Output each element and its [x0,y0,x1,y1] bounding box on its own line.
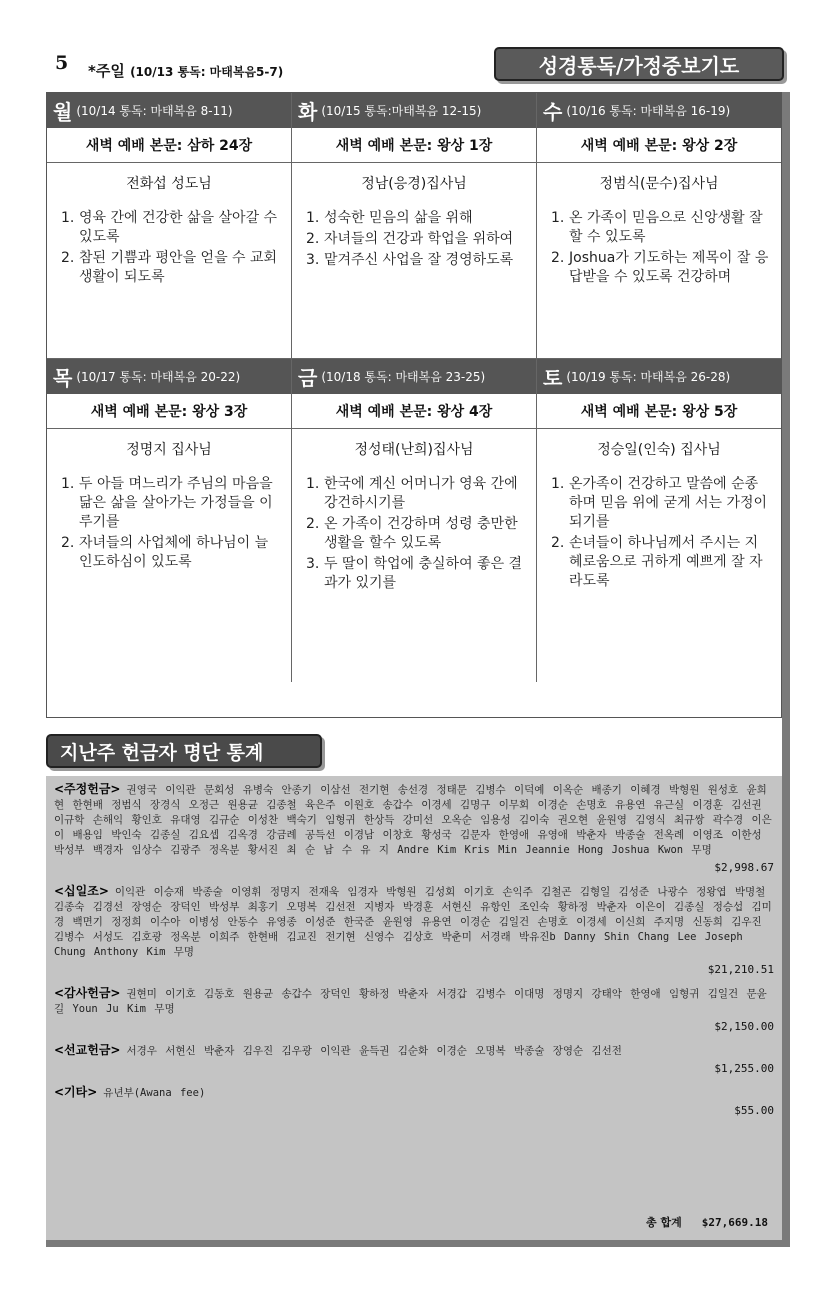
offering-title: 지난주 헌금자 명단 통계 [46,734,322,768]
item-text: 온 가족이 건강하며 성령 충만한 생활을 할수 있도록 [324,516,518,551]
category-amount: $2,150.00 [714,1020,774,1033]
prayer-body [537,163,781,358]
item-text: 온가족이 건강하고 말씀에 순종하며 믿음 위에 굳게 서는 가정이 되기를 [569,476,768,530]
day-label: 목 [53,366,73,390]
day-header [47,359,291,394]
item-number: 1. [61,210,75,226]
offering-category [54,986,774,1033]
prayer-item [306,209,524,228]
prayer-row [47,358,781,682]
item-text: Joshua가 기도하는 제목이 잘 응답받을 수 있도록 건강하며 [569,250,769,285]
sermon-text: 새벽 예배 본문: 왕상 5장 [537,394,781,429]
prayer-item [306,475,524,513]
item-text: 참된 기쁨과 평안을 얻을 수 교회 생활이 되도록 [79,250,278,285]
item-text: 영육 간에 건강한 삶을 살아갈 수 있도록 [79,210,278,245]
category-label: <십일조> [54,884,109,898]
day-reading: (10/18 통독: 마태복음 23-25) [321,370,486,384]
donor-list: 서경우 서현신 박춘자 김우진 김우광 이익관 윤득권 김순화 이경순 오명복 박종술 장영순 김선전 [126,1045,622,1057]
frame-shadow [46,1240,790,1247]
day-header [292,359,536,394]
item-number: 1. [61,476,75,492]
prayer-item [61,249,279,287]
prayer-body [47,429,291,682]
day-label: 화 [298,100,318,124]
grand-total-label: 총 합계 [646,1216,682,1229]
prayer-item [306,251,524,270]
sermon-text: 새벽 예배 본문: 왕상 3장 [47,394,291,429]
item-number: 3. [306,252,320,268]
offering-category [54,1043,774,1075]
day-label: 토 [543,366,563,390]
item-text: 손녀들이 하나님께서 주시는 지혜로움으로 귀하게 예쁘게 잘 자라도록 [569,535,763,589]
day-header [47,93,291,128]
offering-names [54,782,774,858]
prayer-row [47,93,781,358]
day-label: 수 [543,100,563,124]
item-text: 두 딸이 학업에 충실하여 좋은 결과가 있기를 [324,556,523,591]
offering-names [54,986,774,1017]
prayer-person: 정명지 집사님 [126,442,212,458]
sermon-text: 새벽 예배 본문: 삼하 24장 [47,128,291,163]
item-number: 1. [551,210,565,226]
prayer-item [61,475,279,532]
prayer-person: 정범식(문수)집사님 [599,176,719,192]
day-cell-sat [537,359,781,682]
offering-category [54,1085,774,1117]
section-title: 성경통독/가정중보기도 [494,47,784,81]
sermon-text: 새벽 예배 본문: 왕상 1장 [292,128,536,163]
item-text: 자녀들의 건강과 학업을 위하여 [324,231,514,247]
prayer-body [47,163,291,358]
day-cell-mon [47,93,292,358]
grand-total [646,1214,768,1230]
prayer-item [551,534,769,591]
day-reading: (10/19 통독: 마태복음 26-28) [566,370,731,384]
offering-names [54,1085,774,1101]
item-number: 2. [61,535,75,551]
day-cell-thu [47,359,292,682]
sunday-label: *주일 [88,62,125,80]
category-amount: $1,255.00 [714,1062,774,1075]
prayer-item [551,475,769,532]
sunday-reading [88,60,283,81]
prayer-list [537,209,781,287]
day-reading: (10/15 통독:마태복음 12-15) [321,104,482,118]
day-label: 월 [53,100,73,124]
frame-shadow [782,92,790,1242]
item-text: 온 가족이 믿음으로 신앙생활 잘 할 수 있도록 [569,210,763,245]
item-number: 2. [551,535,565,551]
day-label: 금 [298,366,318,390]
item-text: 맡겨주신 사업을 잘 경영하도록 [324,252,514,268]
prayer-item [551,209,769,247]
day-cell-wed [537,93,781,358]
prayer-item [551,249,769,287]
item-number: 3. [306,556,320,572]
sermon-text: 새벽 예배 본문: 왕상 2장 [537,128,781,163]
day-cell-fri [292,359,537,682]
offering-category [54,884,774,976]
prayer-person: 정남(응경)집사님 [361,176,467,192]
sermon-text: 새벽 예배 본문: 왕상 4장 [292,394,536,429]
item-text: 두 아들 며느리가 주님의 마음을 닮은 삶을 살아가는 가정들을 이루기를 [79,476,273,530]
item-text: 자녀들의 사업체에 하나님이 늘 인도하심이 있도록 [79,535,269,570]
prayer-list [537,475,781,591]
category-label: <주정헌금> [54,782,121,796]
donor-list: 권영국 이익관 문회성 유병숙 안종기 이삼선 전기현 송선경 정태문 김병수 이덕예 이옥순 배종기 이혜경 박형원 원성호 윤희현 한현배 정범식 장경식 오정근 원용균 김종철 육은주 이원호 송갑수 이경세 김명구 이무회 이경순 손명호 유용연 유근실 이경훈 김선권 이규학 손해익 황인호 유대영 김규순 이성찬 백숙기 임형귀 한상득 강미선 오옥순 임용성 김이숙 권오현 윤원영 김영식 최규쌍 곽수경 이은이 배용임 박인숙 김종실 김요셉 김옥경 강금례 공득선 이경남 이창호 황성국 김문자 한영애 유영애 박춘자 박종술 전옥례 이영조 이한성 박성부 백경자 임상수 김광주 정옥분 황서진 최 순 남 수 유 지 Andre Kim Kris Min Jeannie Hong Joshua Kwon 무명 [54,784,772,856]
item-number: 2. [306,231,320,247]
item-number: 1. [306,476,320,492]
day-cell-tue [292,93,537,358]
donor-list: 권현미 이기호 김동호 원용균 송갑수 장덕인 황하정 박춘자 서경갑 김병수 이대명 정명지 강태악 한영애 임형귀 김일건 문윤길 Youn Ju Kim 무명 [54,988,767,1015]
prayer-item [61,534,279,572]
category-amount: $55.00 [734,1104,774,1117]
day-reading: (10/16 통독: 마태복음 16-19) [566,104,731,118]
prayer-item [61,209,279,247]
day-header [537,93,781,128]
offering-names [54,1043,774,1059]
day-header [537,359,781,394]
prayer-list [47,475,291,572]
prayer-person: 전화섭 성도님 [126,176,212,192]
item-number: 1. [551,476,565,492]
donor-list: 이익관 이승재 박종술 이영휘 정명지 전재욱 임경자 박형원 김성회 이기호 손익주 김철곤 김형일 김성준 나광수 정왕엽 박명철 김종숙 김경선 장영순 장덕인 박성부 최홍기 오명복 김선전 지병자 박경훈 서현신 유항인 조인숙 황하정 박춘자 이은이 김종실 정승섭 김미경 백면기 정정희 이수아 이병성 안동수 유영종 이성준 한국준 윤원영 유용연 이경순 김일건 손명호 이경세 이신희 주지명 신동희 김우진 김병수 서성도 김호광 정옥분 이희주 한현배 김교진 전기현 신영수 김상호 박춘미 서경래 박유진b Danny Shin Chang Lee Joseph Chung Anthony Kim 무명 [54,886,772,958]
item-text: 한국에 계신 어머니가 영육 간에 강건하시기를 [324,476,518,511]
day-reading: (10/14 통독: 마태복음 8-11) [76,104,233,118]
page-number: 5 [55,52,69,74]
category-amount: $2,998.67 [714,861,774,874]
category-label: <선교헌금> [54,1043,121,1057]
item-number: 1. [306,210,320,226]
prayer-item [306,555,524,593]
day-reading: (10/17 통독: 마태복음 20-22) [76,370,241,384]
prayer-person: 정성태(난희)집사님 [354,442,474,458]
offering-box [46,776,782,1240]
sunday-reading-range: (10/13 통독: 마태복음5-7) [130,65,284,79]
day-header [292,93,536,128]
prayer-person: 정승일(인숙) 집사님 [597,442,721,458]
prayer-item [306,515,524,553]
item-text: 성숙한 믿음의 삶을 위해 [324,210,473,226]
offering-category [54,782,774,874]
item-number: 2. [61,250,75,266]
item-number: 2. [551,250,565,266]
prayer-grid [46,92,782,718]
grand-total-amount: $27,669.18 [701,1216,768,1229]
prayer-list [292,209,536,270]
category-label: <감사헌금> [54,986,121,1000]
category-amount: $21,210.51 [707,963,774,976]
offering-names [54,884,774,960]
category-label: <기타> [54,1085,98,1099]
prayer-list [292,475,536,593]
prayer-body [292,429,536,682]
prayer-body [537,429,781,682]
prayer-item [306,230,524,249]
item-number: 2. [306,516,320,532]
prayer-list [47,209,291,287]
prayer-body [292,163,536,358]
donor-list: 유년부(Awana fee) [103,1087,206,1099]
